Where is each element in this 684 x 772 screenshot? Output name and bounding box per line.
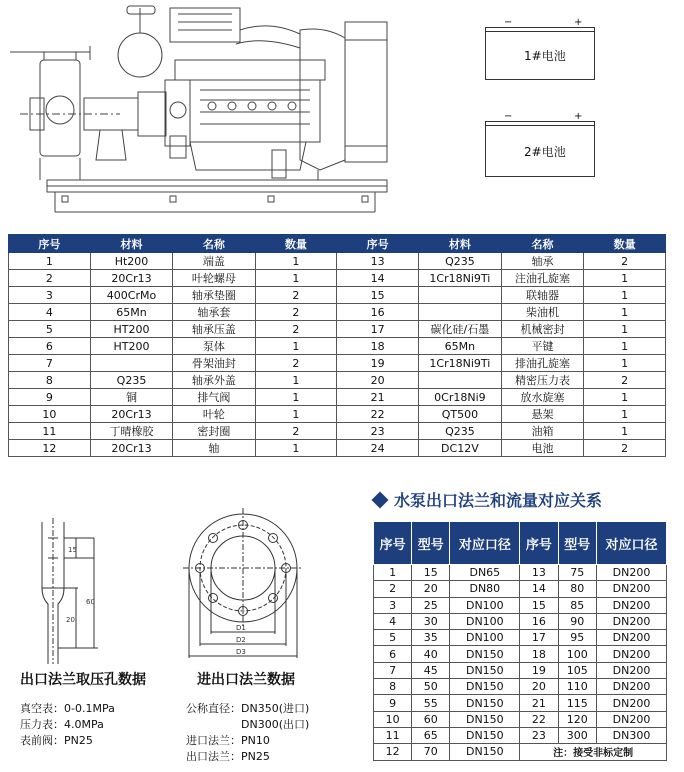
table-cell: 联轴器 [501, 287, 584, 304]
table-cell: 1 [584, 406, 666, 423]
table-cell: 20 [412, 581, 450, 597]
table-row [9, 253, 666, 270]
table-cell: DN80 [450, 581, 520, 597]
header-cell: 名称 [501, 235, 584, 253]
table-cell: 5 [9, 321, 91, 338]
table-cell: 10 [9, 406, 91, 423]
table-cell: 23 [337, 423, 419, 440]
table-cell: 17 [337, 321, 419, 338]
table-cell: 105 [558, 662, 596, 678]
battery-1-plus-terminal: + [574, 17, 583, 28]
table-cell: 20 [337, 372, 419, 389]
table-cell: 23 [520, 727, 558, 743]
table-row [9, 389, 666, 406]
table-cell: 电池 [501, 440, 584, 457]
table-cell: 泵体 [173, 338, 255, 355]
table-cell: 100 [558, 646, 596, 662]
flange-specs [186, 701, 309, 765]
table-cell: 70 [412, 744, 450, 760]
table-row [9, 321, 666, 338]
table-cell: DN150 [450, 662, 520, 678]
table-cell: QT500 [419, 406, 502, 423]
battery-1-label: 1#电池 [524, 49, 566, 63]
table-cell: 5 [374, 630, 412, 646]
table-cell: 12 [374, 744, 412, 760]
header-cell: 型号 [412, 522, 450, 565]
table-cell: 1 [584, 389, 666, 406]
table-cell: 13 [520, 565, 558, 581]
table-cell: 1 [584, 304, 666, 321]
spec-pressure-gauge: 压力表：4.0MPa [20, 718, 104, 731]
table-cell: 17 [520, 630, 558, 646]
table-cell: DN200 [596, 613, 666, 629]
table-cell: 1Cr18Ni9Ti [419, 355, 502, 372]
table-cell: DN200 [596, 630, 666, 646]
table-cell: 40 [412, 646, 450, 662]
table-cell: 19 [520, 662, 558, 678]
battery-2-plus-terminal: + [574, 111, 583, 122]
table-cell: 2 [255, 423, 337, 440]
table-row [9, 423, 666, 440]
header-cell: 对应口径 [450, 522, 520, 565]
table-row [374, 565, 667, 581]
table-cell [90, 355, 172, 372]
table-cell: 4 [374, 613, 412, 629]
table-cell: 13 [337, 253, 419, 270]
table-cell: 端盖 [173, 253, 255, 270]
table-cell: 机械密封 [501, 321, 584, 338]
table-row [374, 662, 667, 678]
table-cell: 2 [584, 253, 666, 270]
table-cell: 1 [584, 423, 666, 440]
table-cell: Q235 [419, 253, 502, 270]
table-row [9, 406, 666, 423]
table-row [9, 372, 666, 389]
table-row [374, 597, 667, 613]
table-cell: 110 [558, 679, 596, 695]
table-cell: 3 [374, 597, 412, 613]
table-row [374, 679, 667, 695]
table-cell: 骨架油封 [173, 355, 255, 372]
table-cell: HT200 [90, 338, 172, 355]
flange-caption: 进出口法兰数据 [197, 672, 295, 688]
table-cell: 精密压力表 [501, 372, 584, 389]
table-cell: 15 [412, 565, 450, 581]
table-cell: 轴承 [501, 253, 584, 270]
table-cell: DN150 [450, 695, 520, 711]
table-cell: 14 [337, 270, 419, 287]
table-cell: 碳化硅/石墨 [419, 321, 502, 338]
table-cell: 16 [520, 613, 558, 629]
spec-outlet-flange: 出口法兰：PN25 [186, 750, 270, 763]
dim-d1: D1 [236, 624, 246, 632]
table-cell: 1 [255, 253, 337, 270]
flow-table-header [374, 522, 667, 565]
table-cell: DN200 [596, 679, 666, 695]
table-cell [419, 287, 502, 304]
table-cell: 8 [9, 372, 91, 389]
table-cell: 115 [558, 695, 596, 711]
table-cell: 12 [9, 440, 91, 457]
table-cell: 15 [337, 287, 419, 304]
table-cell: 20Cr13 [90, 406, 172, 423]
table-cell: 0Cr18Ni9 [419, 389, 502, 406]
table-cell: 11 [374, 727, 412, 743]
table-cell: 1 [255, 440, 337, 457]
table-cell: 柴油机 [501, 304, 584, 321]
header-cell: 名称 [173, 235, 255, 253]
table-row [9, 440, 666, 457]
table-cell: HT200 [90, 321, 172, 338]
table-cell: 18 [520, 646, 558, 662]
table-cell: DN100 [450, 597, 520, 613]
table-cell: 16 [337, 304, 419, 321]
dim-d3: D3 [236, 648, 246, 656]
table-cell: 14 [520, 581, 558, 597]
table-row [9, 270, 666, 287]
table-cell: 95 [558, 630, 596, 646]
spec-nominal-diameter-outlet: DN300(出口) [241, 718, 310, 731]
table-cell: 15 [520, 597, 558, 613]
table-cell: DN200 [596, 695, 666, 711]
table-cell: DN150 [450, 711, 520, 727]
table-cell: 20Cr13 [90, 270, 172, 287]
table-cell: 60 [412, 711, 450, 727]
header-cell: 序号 [337, 235, 419, 253]
table-cell: DN100 [450, 613, 520, 629]
table-cell: 21 [520, 695, 558, 711]
table-cell: 轴承套 [173, 304, 255, 321]
table-cell: 2 [255, 287, 337, 304]
parts-table [8, 234, 666, 457]
table-cell: DN200 [596, 565, 666, 581]
battery-2 [485, 111, 595, 177]
table-row [374, 695, 667, 711]
spec-gauge-valve: 表前阀：PN25 [20, 734, 93, 747]
outlet-hole-drawing [28, 518, 138, 664]
battery-1 [485, 17, 595, 80]
flange-drawing [178, 506, 308, 662]
table-cell: 7 [9, 355, 91, 372]
table-cell: 1 [255, 270, 337, 287]
table-cell: DN300 [596, 727, 666, 743]
table-cell: DN200 [596, 711, 666, 727]
table-cell: DN150 [450, 727, 520, 743]
table-cell: Q235 [419, 423, 502, 440]
table-cell: 排气阀 [173, 389, 255, 406]
table-cell: 1 [255, 372, 337, 389]
table-cell: 55 [412, 695, 450, 711]
table-cell: DN65 [450, 565, 520, 581]
battery-2-minus-terminal: − [504, 111, 513, 122]
outlet-hole-specs [20, 701, 115, 749]
table-cell: 油箱 [501, 423, 584, 440]
table-cell: 轴 [173, 440, 255, 457]
table-cell: 1 [9, 253, 91, 270]
flow-title-diamond-icon [372, 492, 389, 509]
header-cell: 型号 [558, 522, 596, 565]
table-cell: 4 [9, 304, 91, 321]
header-cell: 序号 [9, 235, 91, 253]
table-cell: 21 [337, 389, 419, 406]
table-cell: 300 [558, 727, 596, 743]
table-row [9, 338, 666, 355]
table-cell: 丁晴橡胶 [90, 423, 172, 440]
table-cell: 75 [558, 565, 596, 581]
header-cell: 序号 [520, 522, 558, 565]
header-cell: 数量 [255, 235, 337, 253]
table-cell: 叶轮 [173, 406, 255, 423]
table-cell: 65 [412, 727, 450, 743]
table-cell: 25 [412, 597, 450, 613]
table-cell: 2 [584, 372, 666, 389]
parts-table-header [9, 235, 666, 253]
table-cell: 平键 [501, 338, 584, 355]
table-cell: DN200 [596, 597, 666, 613]
battery-1-minus-terminal: − [504, 17, 513, 28]
table-cell: 22 [520, 711, 558, 727]
table-cell: 19 [337, 355, 419, 372]
table-cell: 65Mn [419, 338, 502, 355]
header-cell: 材料 [90, 235, 172, 253]
dim-d2: D2 [236, 636, 246, 644]
table-cell: 50 [412, 679, 450, 695]
table-cell: 2 [584, 440, 666, 457]
table-cell: 1 [584, 270, 666, 287]
table-cell: 轴承外盖 [173, 372, 255, 389]
table-cell: DN150 [450, 646, 520, 662]
table-cell: DN200 [596, 662, 666, 678]
table-cell: 45 [412, 662, 450, 678]
table-cell: DC12V [419, 440, 502, 457]
table-cell: Q235 [90, 372, 172, 389]
table-row [9, 304, 666, 321]
table-row [374, 711, 667, 727]
table-cell: 120 [558, 711, 596, 727]
battery-2-label: 2#电池 [524, 145, 566, 159]
table-cell: 22 [337, 406, 419, 423]
table-cell: 2 [9, 270, 91, 287]
table-cell: 放水旋塞 [501, 389, 584, 406]
table-row [374, 646, 667, 662]
table-cell: 1 [584, 287, 666, 304]
table-cell: DN100 [450, 630, 520, 646]
header-cell: 对应口径 [596, 522, 666, 565]
table-cell: 排油孔旋塞 [501, 355, 584, 372]
table-cell: 2 [374, 581, 412, 597]
table-cell: 叶轮螺母 [173, 270, 255, 287]
table-cell: 35 [412, 630, 450, 646]
table-row [9, 287, 666, 304]
table-cell: 1 [255, 406, 337, 423]
table-cell: 1 [584, 321, 666, 338]
table-cell: Ht200 [90, 253, 172, 270]
spec-vacuum-gauge: 真空表：0-0.1MPa [20, 702, 115, 715]
table-cell: 9 [374, 695, 412, 711]
table-cell: 85 [558, 597, 596, 613]
table-cell: DN150 [450, 744, 520, 760]
dim-20: 20 [66, 616, 75, 624]
table-cell: 1 [584, 338, 666, 355]
table-cell: 20 [520, 679, 558, 695]
table-row [374, 581, 667, 597]
header-cell: 序号 [374, 522, 412, 565]
table-cell: 7 [374, 662, 412, 678]
table-cell: DN200 [596, 581, 666, 597]
table-cell: 2 [255, 304, 337, 321]
flow-table [373, 521, 667, 761]
header-cell: 数量 [584, 235, 666, 253]
battery-2-lid [485, 121, 595, 126]
battery-1-lid [485, 27, 595, 32]
table-cell: 400CrMo [90, 287, 172, 304]
table-cell: DN200 [596, 646, 666, 662]
table-cell: 10 [374, 711, 412, 727]
table-cell: 1 [255, 338, 337, 355]
dim-15: 15 [68, 546, 77, 554]
table-row [374, 727, 667, 743]
table-row [9, 355, 666, 372]
table-cell: 注油孔旋塞 [501, 270, 584, 287]
table-row [374, 630, 667, 646]
table-cell [419, 372, 502, 389]
header-cell: 材料 [419, 235, 502, 253]
table-row [374, 744, 667, 760]
table-cell: 11 [9, 423, 91, 440]
pump-set-drawing [0, 0, 460, 222]
table-cell: 3 [9, 287, 91, 304]
table-cell: 80 [558, 581, 596, 597]
table-cell: 8 [374, 679, 412, 695]
table-cell: 2 [255, 355, 337, 372]
table-cell: 悬架 [501, 406, 584, 423]
spec-nominal-diameter: 公称直径：DN350(进口) [186, 702, 310, 715]
flow-section-title: 水泵出口法兰和流量对应关系 [394, 491, 603, 510]
table-cell: 18 [337, 338, 419, 355]
table-cell: 65Mn [90, 304, 172, 321]
table-cell: 1 [255, 389, 337, 406]
table-cell: 6 [9, 338, 91, 355]
outlet-hole-caption: 出口法兰取压孔数据 [20, 672, 146, 688]
table-cell: 1 [584, 355, 666, 372]
custom-note: 注：接受非标定制 [520, 744, 667, 760]
table-cell: 1 [374, 565, 412, 581]
table-cell: 20Cr13 [90, 440, 172, 457]
table-cell: 铜 [90, 389, 172, 406]
table-cell: 9 [9, 389, 91, 406]
table-cell: 6 [374, 646, 412, 662]
table-cell: 轴承垫圈 [173, 287, 255, 304]
table-cell: 24 [337, 440, 419, 457]
table-cell: 1Cr18Ni9Ti [419, 270, 502, 287]
spec-inlet-flange: 进口法兰：PN10 [186, 734, 270, 747]
table-cell: 30 [412, 613, 450, 629]
table-cell: 2 [255, 321, 337, 338]
table-row [374, 613, 667, 629]
dim-60: 60 [86, 598, 95, 606]
table-cell: 轴承压盖 [173, 321, 255, 338]
table-cell: 90 [558, 613, 596, 629]
table-cell [419, 304, 502, 321]
table-cell: DN150 [450, 679, 520, 695]
table-cell: 密封圈 [173, 423, 255, 440]
